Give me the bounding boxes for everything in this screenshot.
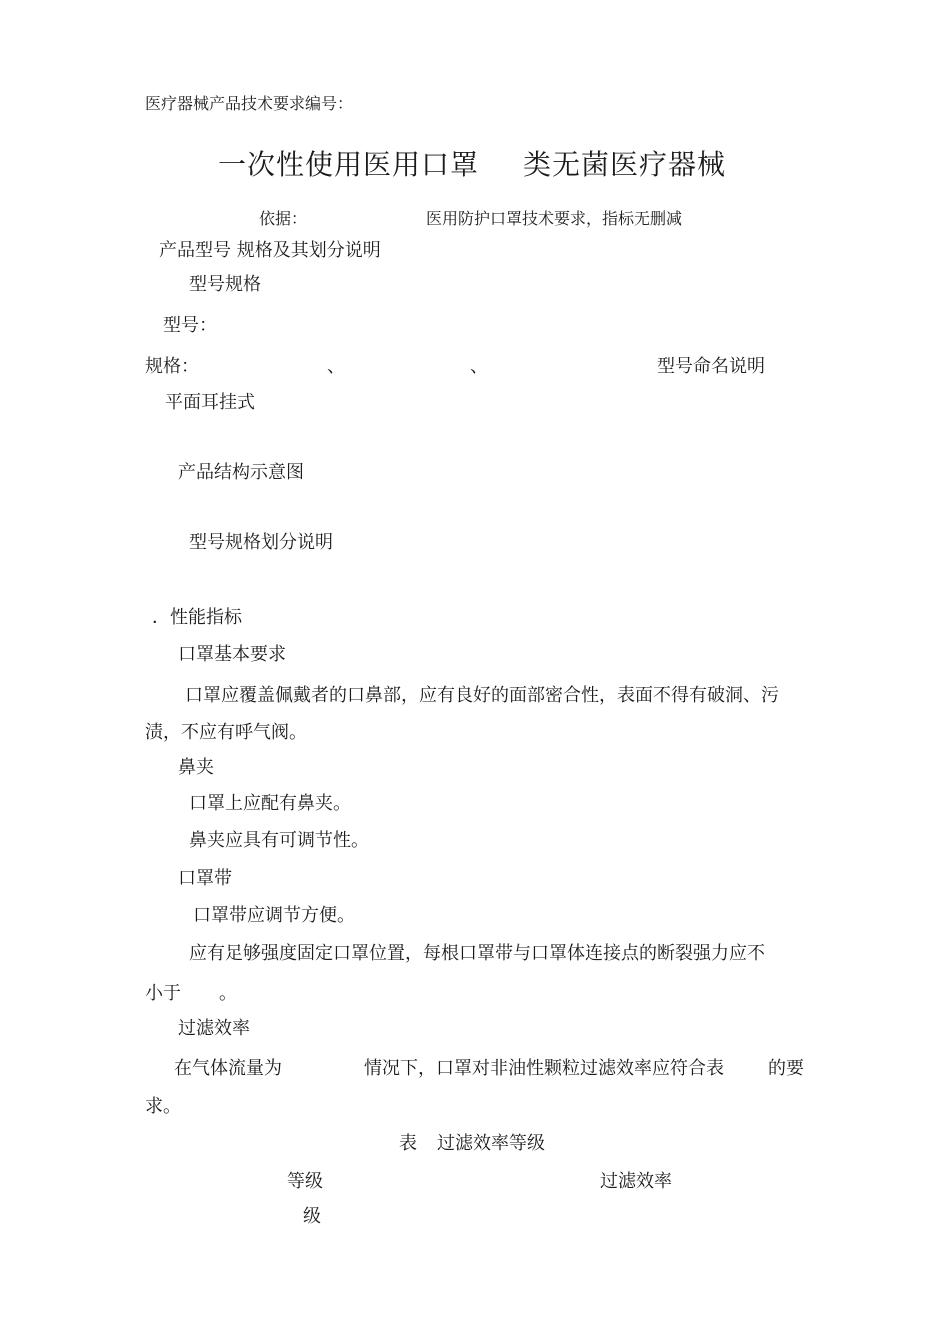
performance-heading: ．性能指标: [152, 607, 242, 628]
table-header-grade: 等级: [287, 1171, 323, 1192]
basic-req-heading: 口罩基本要求: [178, 644, 286, 665]
basis-label: 依据：: [259, 209, 308, 228]
filter-text-a: 在气体流量为: [174, 1058, 282, 1079]
type-value: 平面耳挂式: [165, 392, 255, 413]
basic-req-text-line2: 渍，不应有呼气阀。: [145, 722, 307, 743]
division-note-label: 型号规格划分说明: [189, 532, 333, 553]
strap-heading: 口罩带: [178, 868, 232, 889]
page-title-part1: 一次性使用医用口罩: [218, 148, 480, 181]
section-model-heading: 产品型号 规格及其划分说明: [159, 240, 381, 261]
spec-label: 规格：: [145, 356, 199, 377]
model-label: 型号：: [163, 315, 217, 336]
nose-clip-item-2: 鼻夹应具有可调节性。: [189, 830, 369, 851]
nose-clip-heading: 鼻夹: [178, 757, 214, 778]
filter-text-line2: 求。: [145, 1096, 181, 1117]
doc-number-label: 医疗器械产品技术要求编号：: [145, 94, 354, 113]
nose-clip-item-1: 口罩上应配有鼻夹。: [189, 793, 351, 814]
filter-text-c: 的要: [768, 1058, 804, 1079]
naming-label: 型号命名说明: [657, 356, 765, 377]
strap-item-2-line1: 应有足够强度固定口罩位置，每根口罩带与口罩体连接点的断裂强力应不: [189, 943, 765, 964]
table-caption: 过滤效率等级: [437, 1133, 545, 1154]
filter-text-b: 情况下，口罩对非油性颗粒过滤效率应符合表: [364, 1058, 724, 1079]
basic-req-text-line1: 口罩应覆盖佩戴者的口鼻部，应有良好的面部密合性，表面不得有破洞、污: [185, 685, 779, 706]
spec-separator-1: 、: [327, 356, 345, 377]
page-title-part2: 类无菌医疗器械: [523, 148, 727, 181]
structure-diagram-label: 产品结构示意图: [178, 462, 304, 483]
filter-heading: 过滤效率: [178, 1018, 250, 1039]
strap-item-2-line2: 小于: [145, 983, 181, 1004]
strap-item-2-end: 。: [219, 983, 237, 1004]
model-spec-subheading: 型号规格: [189, 274, 261, 295]
basis-text: 医用防护口罩技术要求，指标无删减: [426, 209, 683, 228]
table-header-efficiency: 过滤效率: [600, 1171, 672, 1192]
spec-separator-2: 、: [470, 356, 488, 377]
strap-item-1: 口罩带应调节方便。: [193, 905, 355, 926]
table-caption-prefix: 表: [399, 1133, 417, 1154]
table-cell-grade: 级: [303, 1206, 321, 1227]
